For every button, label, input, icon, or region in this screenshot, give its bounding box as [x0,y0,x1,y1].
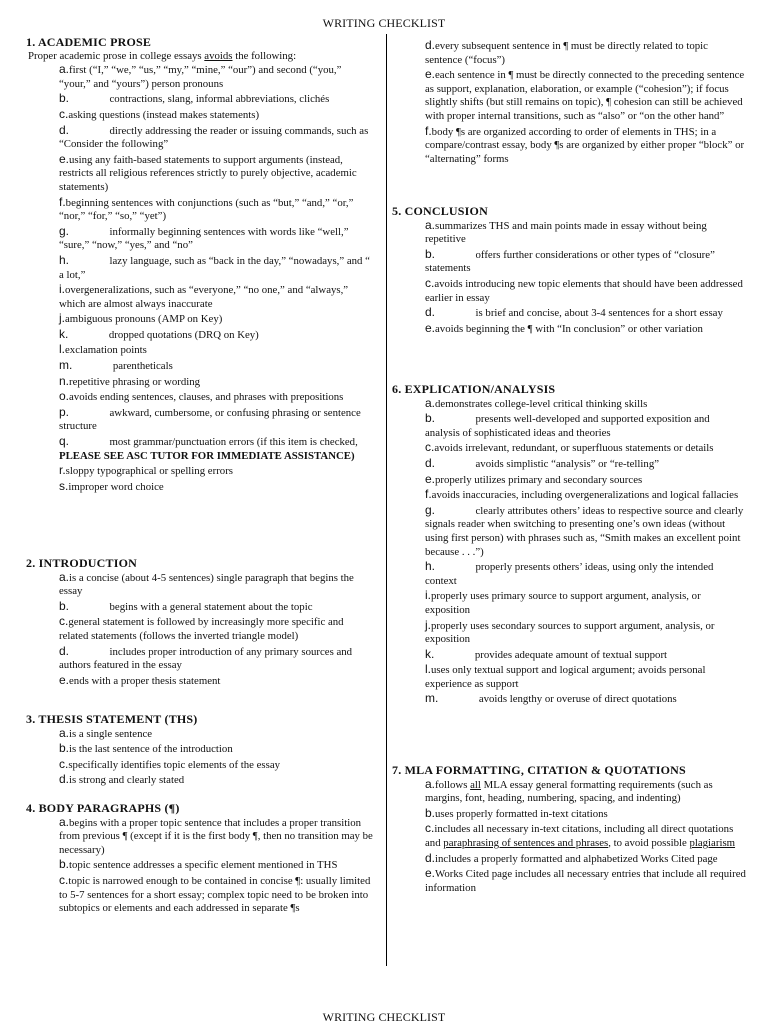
item-text: ambiguous pronouns (AMP on Key) [65,313,223,326]
checklist-item [392,648,750,663]
item-text: sloppy typographical or spelling errors [65,465,233,478]
checklist-item [26,874,378,916]
item-letter: d. [425,455,436,470]
item-text: summarizes THS and main points made in essay without being repetitive [425,219,707,246]
item-text: every subsequent sentence in ¶ must be directly related to topic sentence (“focus”) [425,40,708,66]
section-academic-prose [26,36,378,495]
item-text: properly uses secondary sources to support argument, analysis, or exposition [425,619,715,646]
item-text: beginning sentences with conjunctions (such as “but,” “and,” “or,” “nor,” “for,” “so,” “yet”) [59,196,354,223]
checklist-item [26,674,378,689]
item-text: most grammar/punctuation errors (if this item is checked, [109,436,358,449]
item-text: avoids simplistic “analysis” or “re-telling” [475,457,660,470]
item-letter: k. [425,646,435,661]
checklist-item [392,68,750,123]
item-letter: r. [59,463,66,478]
item-letter: i. [425,588,431,603]
checklist-item [392,277,750,305]
checklist-item [26,480,378,495]
item-text: is brief and concise, about 3-4 sentences for a short essay [475,307,723,320]
checklist-item [26,464,378,479]
checklist-item [392,619,750,647]
checklist-item [392,412,750,440]
item-text: avoids introducing new topic elements that should have been addressed earlier in essay [425,277,743,304]
checklist-item [26,615,378,643]
item-text: lazy language, such as “back in the day,” “nowadays,” and “ a lot,” [59,254,370,281]
item-letter: g. [425,502,436,517]
item-text: dropped quotations (DRQ on Key) [108,328,259,341]
item-letter: b. [425,246,436,261]
item-text: overgeneralizations, such as “everyone,” “no one,” and “always,” which are almost always inaccurate [59,284,349,310]
checklist-item [392,125,750,167]
column-divider [386,34,387,966]
item-text: asking questions (instead makes statements) [68,108,260,121]
checklist-item [26,328,378,343]
checklist-item [26,63,378,91]
checklist-item [392,822,750,850]
checklist-item [26,571,378,599]
checklist-item [392,322,750,337]
checklist-item [26,600,378,615]
intro-text: the following: [232,49,297,62]
item-letter: c. [59,106,69,121]
item-text: uses only textual support and logical argument; avoids personal experience as support [425,664,706,690]
item-text: is a concise (about 4-5 sentences) single paragraph that begins the essay [59,571,354,598]
item-letter: d. [59,772,70,787]
item-text: follows [435,778,471,791]
checklist-item [392,473,750,488]
item-text: offers further considerations or other types of “closure” statements [425,248,715,275]
section-mla [392,764,750,896]
item-text: informally beginning sentences with words like “well,” “sure,” “now,” “yes,” and “no” [59,225,349,252]
item-text: directly addressing the reader or issuing commands, such as “Consider the following” [59,124,369,151]
item-text: avoids irrelevant, redundant, or superfluous statements or details [434,442,714,455]
item-text: parentheticals [112,360,173,373]
item-text: includes proper introduction of any primary sources and authors featured in the essay [59,645,353,672]
item-letter: m. [425,691,439,706]
checklist-item [26,742,378,757]
section-heading: 6. EXPLICATION/ANALYSIS [392,382,556,396]
checklist-item [392,560,750,588]
checklist-item [26,359,378,374]
checklist-item [26,727,378,742]
item-letter: d. [425,850,436,865]
item-letter: l. [425,662,431,677]
item-text: avoids lengthy or overuse of direct quotations [478,693,677,706]
item-letter: j. [59,311,65,326]
checklist-item [392,441,750,456]
item-text: first (“I,” “we,” “us,” “my,” “mine,” “our”) and second (“you,” “your,” and “yours”) person pronouns [59,64,342,90]
item-text: uses properly formatted in-text citations [435,807,608,820]
item-letter: d. [425,305,436,320]
item-text: begins with a proper topic sentence that includes a proper transition from previous ¶ (except if it is the first body ¶, then no transition may be necessary) [59,816,373,856]
item-letter: g. [59,223,70,238]
item-text: properly uses primary source to support argument, analysis, or exposition [425,590,701,616]
item-letter: c. [59,614,69,629]
item-text: ends with a proper thesis statement [69,674,221,687]
checklist-item [392,457,750,472]
item-bold: PLEASE SEE ASC TUTOR FOR IMMEDIATE ASSISTANCE) [59,449,355,462]
checklist-item [392,248,750,276]
item-letter: e. [425,471,436,486]
item-letter: c. [425,821,435,836]
checklist-item [26,758,378,773]
item-text: properly presents others’ ideas, using only the intended context [425,561,714,587]
checklist-item [392,852,750,867]
item-letter: a. [59,569,70,584]
section-heading: 7. MLA FORMATTING, CITATION & QUOTATIONS [392,763,686,777]
item-text: improper word choice [68,480,164,493]
checklist-item [26,390,378,405]
checklist-item [26,343,378,358]
section-explication [392,383,750,708]
checklist-item [392,589,750,617]
item-letter: e. [425,866,436,881]
checklist-item [26,254,378,282]
item-letter: j. [425,617,431,632]
checklist-item [392,39,750,67]
footer-title: WRITING CHECKLIST [322,1010,446,1024]
item-text: general statement is followed by increasingly more specific and related statements (follows the inverted triangle model) [59,616,344,642]
checklist-item [392,488,750,503]
item-text: avoids ending sentences, clauses, and phrases with prepositions [69,391,344,404]
checklist-item [392,663,750,691]
section-intro [26,50,378,64]
item-underlined: paraphrasing of sentences and phrases [443,836,609,849]
item-letter: d. [425,38,436,52]
item-text: each sentence in ¶ must be directly connected to the preceding sentence as support, explanation, elaboration, or example (“cohesion”); if focus slightly shifts (but still remains on topic), ¶ cohesion can still be achieved with proper internal transitions, such as “also” or “on the other hand” [425,69,745,122]
checklist-item [392,807,750,822]
checklist-item [26,406,378,434]
item-text: demonstrates college-level critical thinking skills [435,397,648,410]
item-letter: a. [59,814,70,829]
item-letter: c. [59,756,69,771]
item-text: is a single sentence [69,727,153,740]
item-letter: c. [59,872,69,887]
checklist-item [392,219,750,247]
item-text: provides adequate amount of textual support [474,648,668,661]
item-letter: b. [425,411,436,426]
item-letter: s. [59,478,69,493]
checklist-item [26,153,378,195]
item-letter: e. [59,151,70,166]
item-underlined: plagiarism [689,836,736,849]
item-text: contractions, slang, informal abbreviations, clichés [109,93,330,106]
checklist-item [26,124,378,152]
item-letter: f. [425,123,432,138]
section-thesis [26,713,378,789]
item-letter: h. [59,252,70,267]
item-letter: b. [59,598,70,613]
item-letter: b. [59,91,70,106]
item-letter: h. [425,559,436,574]
section-body-paragraphs [26,802,378,917]
checklist-item [26,312,378,327]
item-letter: a. [59,62,70,77]
item-letter: i. [59,282,65,297]
item-letter: l. [59,342,65,357]
item-text: is strong and clearly stated [69,774,185,787]
item-text: Works Cited page includes all necessary entries that include all required information [425,868,746,894]
checklist-item [392,692,750,707]
checklist-item [26,816,378,858]
section-introduction [26,557,378,689]
item-text: avoids beginning the ¶ with “In conclusion” or other variation [435,322,703,335]
checklist-item [26,858,378,873]
section-body-continued [392,39,750,167]
checklist-item [26,196,378,224]
section-conclusion [392,205,750,337]
item-letter: m. [59,358,73,373]
item-text: avoids inaccuracies, including overgeneralizations and logical fallacies [431,489,739,502]
item-text: topic sentence addresses a specific element mentioned in THS [69,859,338,872]
item-letter: n. [59,373,70,388]
item-text: awkward, cumbersome, or confusing phrasing or sentence structure [59,406,361,433]
section-heading: 3. THESIS STATEMENT (THS) [26,712,198,726]
section-heading: 2. INTRODUCTION [26,556,138,570]
item-letter: a. [425,776,436,791]
item-text: topic is narrowed enough to be contained in concise ¶: usually limited to 5-7 sentences for a short essay; complex topic need to be broken into subtopics or elements and each addressed in separate ¶s [59,874,371,915]
item-letter: c. [425,275,435,290]
checklist-item [26,773,378,788]
checklist-item [392,504,750,559]
item-text: includes a properly formatted and alphabetized Works Cited page [435,852,718,865]
page-title: WRITING CHECKLIST [322,16,446,30]
item-letter: e. [425,67,436,82]
checklist-item [392,306,750,321]
item-letter: p. [59,404,70,419]
item-letter: f. [425,487,432,502]
item-text: MLA essay general formatting requirements (such as margins, font, heading, numbering, spacing, and indenting) [425,778,713,805]
item-letter: d. [59,643,70,658]
item-text: begins with a general statement about the topic [109,600,313,613]
checklist-item [26,375,378,390]
item-letter: b. [59,857,70,872]
checklist-item [26,225,378,253]
checklist-item [26,435,378,463]
intro-emphasis: avoids [204,49,233,62]
item-letter: e. [59,672,70,687]
item-text: using any faith-based statements to support arguments (instead, restricts all religious references strictly to purely objective, academic statements) [59,153,357,193]
intro-text: Proper academic prose in college essays [28,49,205,62]
checklist-item [392,778,750,806]
item-text: clearly attributes others’ ideas to respective source and clearly signals reader when switching to presenting one’s own ideas (without using first person) with phrases such as, “Smith makes an excellent point because . . .”) [425,504,744,558]
item-text: is the last sentence of the introduction [69,743,233,756]
checklist-item [26,92,378,107]
item-letter: f. [59,194,66,209]
item-text: repetitive phrasing or wording [69,375,201,388]
item-text: specifically identifies topic elements of the essay [68,758,281,771]
item-letter: b. [425,805,436,820]
item-letter: a. [425,217,436,232]
item-letter: a. [425,395,436,410]
item-text: , to avoid possible [608,836,690,849]
item-letter: o. [59,389,70,404]
item-letter: e. [425,320,436,335]
item-letter: a. [59,725,70,740]
item-letter: b. [59,741,70,756]
item-text: exclamation points [65,344,147,357]
checklist-item [26,283,378,311]
checklist-item [26,645,378,673]
item-text: includes all necessary in-text citations, including all direct quotations and [425,823,734,849]
item-letter: k. [59,326,69,341]
item-underlined: all [470,778,481,791]
section-heading: 5. CONCLUSION [392,204,488,218]
item-letter: d. [59,122,70,137]
checklist-item [392,397,750,412]
section-heading: 4. BODY PARAGRAPHS (¶) [26,801,180,815]
item-text: properly utilizes primary and secondary sources [435,473,643,486]
item-text: body ¶s are organized according to order of elements in THS; in a compare/contrast essay, body ¶s are organized by either proper “block” or “alternating” forms [425,125,745,165]
item-letter: c. [425,440,435,455]
checklist-item [26,108,378,123]
section-heading: 1. ACADEMIC PROSE [26,35,152,49]
item-letter: q. [59,434,70,449]
checklist-item [392,867,750,895]
item-text: presents well-developed and supported exposition and analysis of sophisticated ideas and theories [425,413,710,439]
